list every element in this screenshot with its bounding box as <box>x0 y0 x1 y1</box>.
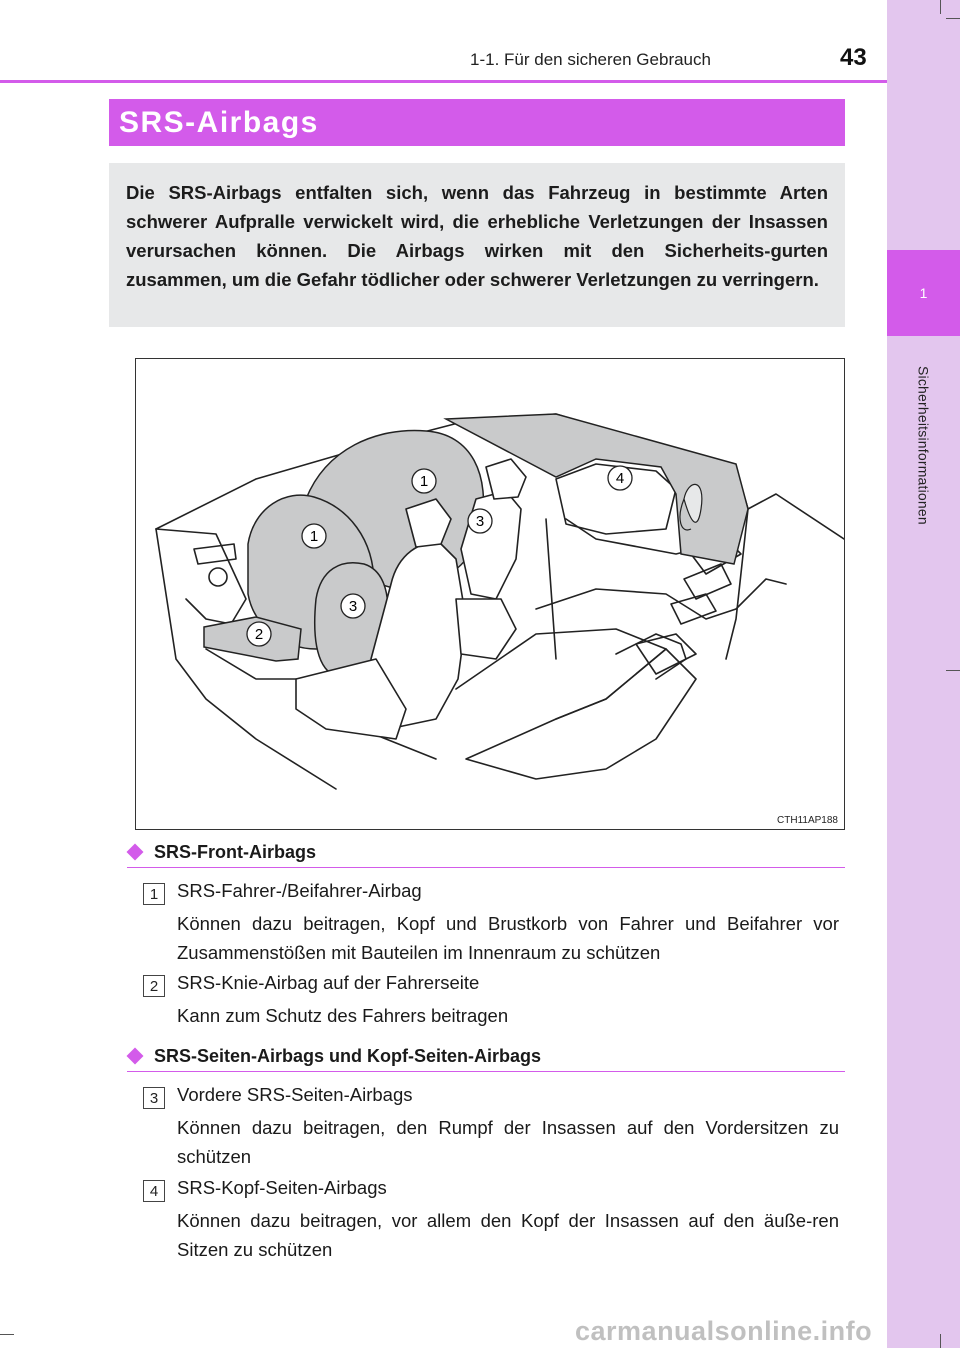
svg-text:3: 3 <box>348 598 358 615</box>
page-title: SRS-Airbags <box>119 105 319 139</box>
chapter-title: Sicherheitsinformationen <box>915 365 932 525</box>
crop-mark <box>0 1334 14 1335</box>
crop-mark <box>946 18 960 19</box>
chapter-number: 1 <box>919 285 928 301</box>
chapter-number-box <box>887 250 960 336</box>
passenger-headrest <box>486 459 526 499</box>
svg-text:1: 1 <box>309 528 319 545</box>
item-description: Können dazu beitragen, vor allem den Kopf der Insassen auf den äuße-ren Sitzen zu schützen <box>177 1210 839 1260</box>
item-number: 4 <box>143 1180 165 1202</box>
callout-1a <box>412 469 436 493</box>
watermark: carmanualsonline.info <box>575 1316 873 1346</box>
subheading-front-airbags <box>127 840 845 868</box>
diamond-bullet-icon <box>127 844 144 861</box>
item-name: SRS-Kopf-Seiten-Airbags <box>177 1177 387 1198</box>
svg-text:3: 3 <box>475 513 485 530</box>
item-number: 3 <box>143 1087 165 1109</box>
figure-code: CTH11AP188 <box>777 815 838 826</box>
airbag-illustration <box>135 358 845 830</box>
rear-seat-back <box>536 579 786 619</box>
header-section-title: 1-1. Für den sicheren Gebrauch <box>470 50 711 69</box>
subheading-text: SRS-Front-Airbags <box>154 842 316 862</box>
item-number: 1 <box>143 883 165 905</box>
rear-headrest-2 <box>684 564 731 599</box>
svg-text:1: 1 <box>419 473 429 490</box>
crop-mark <box>946 670 960 671</box>
crop-mark <box>940 0 941 14</box>
dash-knob <box>209 568 227 586</box>
item-name: Vordere SRS-Seiten-Airbags <box>177 1084 413 1105</box>
callout-3b <box>341 594 365 618</box>
callout-3a <box>468 509 492 533</box>
callout-1b <box>302 524 326 548</box>
chapter-title-container <box>887 345 960 545</box>
chapter-side-tab <box>887 0 960 1348</box>
callout-2 <box>247 622 271 646</box>
passenger-seat-cushion <box>456 599 516 659</box>
crop-mark <box>940 1334 941 1348</box>
intro-text: Die SRS-Airbags entfalten sich, wenn das Fahrzeug in bestimmte Arten schwerer Aufpralle verwickelt wird, die erhebliche Verletzungen der Insassen verursachen können. Die Airbags wirken mit den Sicherheits-gurten zusammen, um die Gefahr tödlicher oder schwerer Verletzungen zu verringern. <box>126 182 828 290</box>
callout-4 <box>608 466 632 490</box>
car-interior-drawing <box>136 359 844 829</box>
subheading-side-airbags <box>127 1044 845 1072</box>
item-name: SRS-Knie-Airbag auf der Fahrerseite <box>177 972 480 993</box>
dash-vent <box>194 544 236 564</box>
diamond-bullet-icon <box>127 1048 144 1065</box>
item-description: Können dazu beitragen, Kopf und Brustkorb von Fahrer und Beifahrer vor Zusammenstößen mit Bauteilen im Innenraum zu schützen <box>177 913 839 963</box>
dashboard <box>156 529 246 624</box>
subheading-text: SRS-Seiten-Airbags und Kopf-Seiten-Airbags <box>154 1046 542 1066</box>
svg-text:2: 2 <box>254 626 264 643</box>
seatbelt <box>546 519 556 659</box>
rear-headrest-3 <box>671 594 716 624</box>
header-rule <box>0 80 887 83</box>
page-number: 43 <box>840 44 867 71</box>
item-description: Können dazu beitragen, den Rumpf der Insassen auf den Vordersitzen zu schützen <box>177 1117 839 1167</box>
item-name: SRS-Fahrer-/Beifahrer-Airbag <box>177 880 422 901</box>
rear-seat-cushion-2 <box>466 649 696 779</box>
svg-text:4: 4 <box>615 470 625 487</box>
item-description: Kann zum Schutz des Fahrers beitragen <box>177 1005 509 1026</box>
intro-box <box>109 163 845 327</box>
page-title-bar <box>109 99 845 146</box>
item-number: 2 <box>143 975 165 997</box>
